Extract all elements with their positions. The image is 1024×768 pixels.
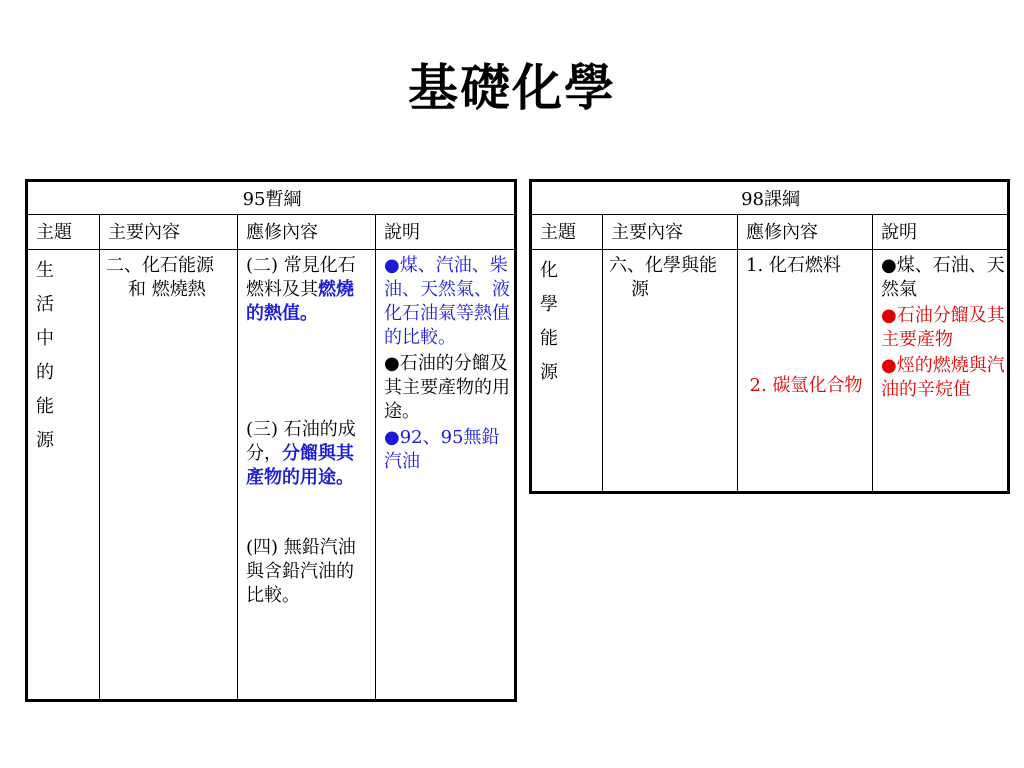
topic-cell (531, 250, 603, 493)
topic-cell (27, 250, 100, 701)
required-content-cell (238, 250, 376, 701)
topic-char: 中 (36, 328, 54, 349)
note-item: ●石油分餾及其主要產物 (881, 305, 1005, 350)
topic-char: 化 (540, 260, 558, 281)
required-item-2: 2. 碳氫化合物 (749, 375, 863, 396)
header-required-content: 應修內容 (238, 215, 376, 250)
notes-cell (376, 250, 516, 701)
required-item-2: (三) 石油的成分，分餾與其產物的用途。 (246, 419, 356, 488)
required-content-cell (738, 250, 873, 493)
required-item-3: (四) 無鉛汽油與含鉛汽油的比較。 (246, 537, 356, 606)
header-required-content: 應修內容 (738, 215, 873, 250)
main-content-cell: 二、化石能源和 燃燒熱 (100, 250, 238, 701)
main-content-cell: 六、化學與能源 (603, 250, 738, 493)
header-notes: 說明 (873, 215, 1009, 250)
table-caption: 98課綱 (531, 181, 1009, 215)
left-curriculum-table (25, 179, 517, 702)
note-item: ●92、95無鉛汽油 (384, 427, 500, 472)
note-item: ●烴的燃燒與汽油的辛烷值 (881, 355, 1005, 400)
header-topic: 主題 (27, 215, 100, 250)
required-item-1: (二) 常見化石燃料及其燃燒的熱值。 (246, 255, 356, 324)
header-notes: 說明 (376, 215, 516, 250)
topic-char: 的 (36, 362, 54, 383)
note-item: ●煤、石油、天然氣 (881, 255, 1005, 300)
topic-char: 生 (36, 260, 54, 281)
header-topic: 主題 (531, 215, 603, 250)
note-item: ●煤、汽油、柴油、天然氣、液化石油氣等熱值的比較。 (384, 255, 510, 348)
topic-char: 能 (540, 328, 558, 349)
header-main-content: 主要內容 (603, 215, 738, 250)
topic-char: 活 (36, 294, 54, 315)
topic-char: 能 (36, 396, 54, 417)
topic-char: 源 (540, 362, 558, 383)
notes-cell (873, 250, 1009, 493)
note-item: ●石油的分餾及其主要產物的用途。 (384, 353, 510, 422)
topic-char: 源 (36, 430, 54, 451)
required-item-1: 1. 化石燃料 (746, 255, 841, 276)
table-caption: 95暫綱 (27, 181, 516, 215)
right-curriculum-table (529, 179, 1010, 494)
slide-title: 基礎化學 (408, 58, 616, 117)
header-main-content: 主要內容 (100, 215, 238, 250)
topic-char: 學 (540, 294, 558, 315)
